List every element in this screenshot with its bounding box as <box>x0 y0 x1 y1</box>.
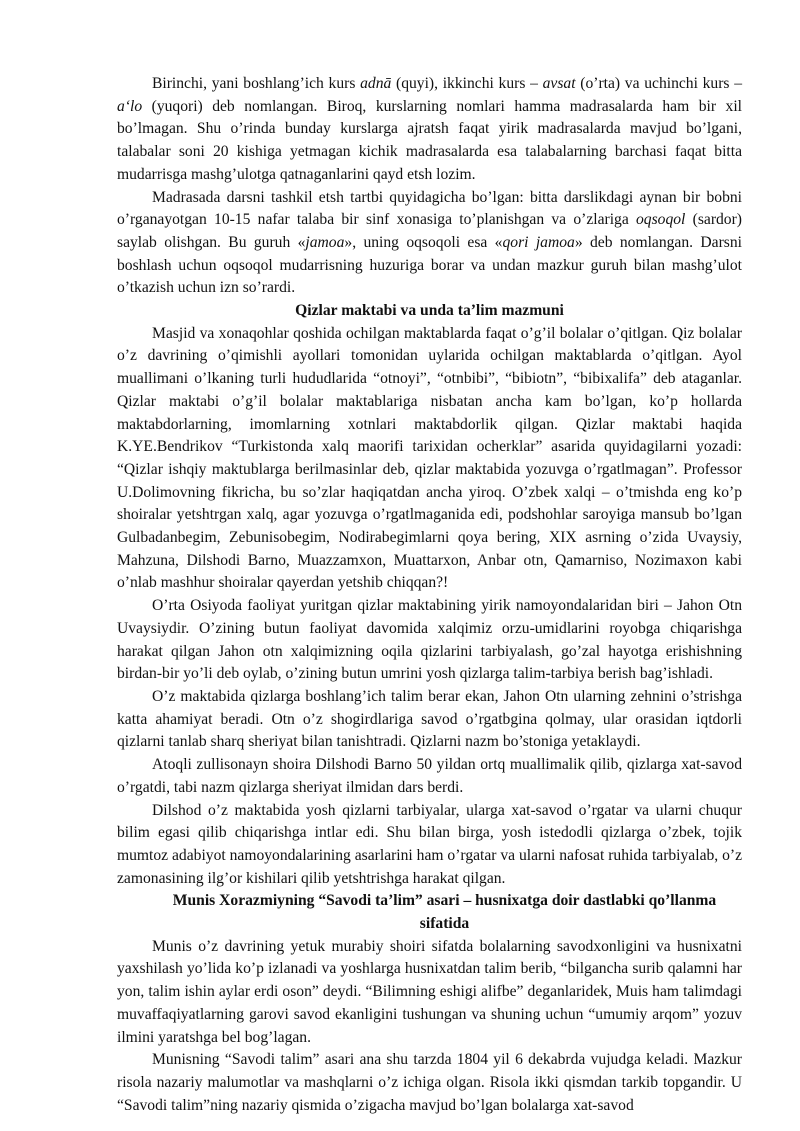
section-heading-munis <box>117 890 742 935</box>
heading-line: Munis Xorazmiyning “Savodi ta’lim” asari – husnixatga doir dastlabki qo’llanma <box>172 892 717 910</box>
term-avsat: avsat <box>542 75 576 92</box>
paragraph-savodi-talim: Munisning “Savodi talim” asari ana shu tarzda 1804 yil 6 dekabrda vujudga keladi. Mazkur risola nazariy malumotlar va mashqlarni o’z ichiga olgan. Risola ikki qismdan tarkib topgandir. U “Savodi talim”ning nazariy qismida o’zigacha mavjud bo’lgan bolalarga xat-savod <box>117 1051 742 1114</box>
paragraph-dilshod-maktabi: Dilshod o’z maktabida yosh qizlarni tarbiyalar, ularga xat-savod o’rgatar va ularni chuqur bilim egasi qilib chiqarishga intlar edi. Shu bilan birga, yosh istedodli qizlarga o’zbek, tojik mumtoz adabiyot namoyondalarining asarlarini ham o’rgatar va ularni nafosat ruhida tarbiyalab, o’z zamonasining ilg’or kishilari qilib yetshtrishga harakat qilgan. <box>117 801 742 887</box>
paragraph-dilshodi-barno: Atoqli zullisonayn shoira Dilshodi Barno 50 yildan ortq muallimalik qilib, qizlarga xat-savod o’rgatdi, tabi nazm qizlarga sheriyat ilmidan dars berdi. <box>117 756 742 796</box>
text-run: » deb nomlangan. Darsni boshlash uchun oqsoqol mudarrisning huzuriga borar va undan mazkur guruh bilan mashg’ulot o’tkazish uchun izn so’rardi. <box>117 233 742 297</box>
paragraph-qizlar-maktabi: Masjid va xonaqohlar qoshida ochilgan maktablarda faqat o’g’il bolalar o’qitlgan. Qiz bolalar o’z davrining o’qimishli ayollari tomonidan uylarida ochilgan maktablarda o’qitlgan. Ayol muallimani o’lkaning turli hududlarida “otnoyi”, “otnbibi”, “bibiotn”, “bibixalifa” deb ataganlar. Qizlar maktabi o’g’il bolalar maktablariga nisbatan ancha kam bo’lgan, ko’p hollarda maktabdorlarning, imomlarning xotnlari maktabdorlik qilgan. Qizlar maktabi haqida K.YE.Bendrikov “Turkistonda xalq maorifi tarixidan ocherklar” asarida quyidagilarni yozadi: “Qizlar ishqiy maktublarga berilmasinlar deb, qizlar maktabida yozuvga o’rgatlmagan”. Professor U.Dolimovning fikricha, bu so’zlar haqiqatdan ancha yiroq. O’zbek xalqi – o’tmishda eng ko’p shoiralar yetshtrgan xalq, agar yozuvga o’rgatlmaganida edi, podshohlar saroyiga mansub bo’lgan Gulbadanbegim, Zebunisobegim, Nodirabegimlarni qoya bering, XIX asrning o’zida Uvaysiy, Mahzuna, Dilshodi Barno, Muazzamxon, Muattarxon, Anbar otn, Qamarniso, Nozimaxon kabi o’nlab mashhur shoiralar qayerdan yetshib chiqqan?! <box>117 324 742 592</box>
paragraph-munis: Munis o’z davrining yetuk murabiy shoiri sifatda bolalarning savodxonligini va husnixatni yaxshilash yo’lida ko’p izlanadi va yoshlarga husnixatdan talim berib, “bilgancha surib qalamni har yon, talim ishin aylar erdi oson” deydi. “Bilimning eshigi alifbe” deganlaridek, Muis ham talimdagi muvaffaqiyatlarning garovi savod ekanligini tushungan va shuning uchun “umumiy arqom” yozuv ilmini yaratshga bel bog’lagan. <box>117 937 742 1046</box>
text-run: (o’rta) va uchinchi kurs – <box>575 75 742 92</box>
paragraph-kurslar <box>117 73 742 187</box>
term-alo: a‘lo <box>117 97 143 115</box>
paragraph-jahon-otin: O’rta Osiyoda faoliyat yuritgan qizlar maktabining yirik namoyondalaridan biri – Jahon Otn Uvaysiydir. O’zining butun faoliyat davomida xalqimiz orzu-umidlarini royobga chiqarishga harakat qilgan Jahon otn xalqimizning oqila qizlarini tarbiyalash, go’zal hayotga erishishning birdan-bir yo’li deb oylab, o’zining butun umrini yosh qizlarga talim-tarbiya berish bag’ishladi. <box>117 597 742 683</box>
term-adna: adnā <box>360 75 392 92</box>
text-run: (sardor) saylab olishgan. Bu guruh « <box>117 211 742 251</box>
paragraph-otin-maktabi: O’z maktabida qizlarga boshlang’ich talim berar ekan, Jahon Otn ularning zehnini o’strishga katta ahamiyat beradi. Otn o’z shogirdlariga savod o’rgatbgina qolmay, ular orasidan iqtdorli qizlarni tanlab sharq sheriyat bilan tanishtradi. Qizlarni nazm bo’stoniga yetaklaydi. <box>117 687 742 751</box>
term-oqsoqol: oqsoqol <box>636 211 686 229</box>
term-jamoa: jamoa <box>305 233 345 251</box>
text-run: (yuqori) deb nomlangan. Biroq, kurslarning nomlari hamma madrasalarda ham bir xil bo’lmagan. Shu o’rinda bunday kurslarga ajratsh faqat yirik madrasalarda mavjud bo’lgani, talabalar soni 20 kishiga yetmagan kichik madrasalarda esa talabalarning barchasi faqat bitta mudarrisga mashg’ulotga qatnaganlarini qayd etsh lozim. <box>117 97 742 183</box>
text-run: Birinchi, yani boshlang’ich kurs <box>152 75 361 92</box>
paragraph-dars-tartibi <box>117 187 742 301</box>
term-qori-jamoa: qori jamoa <box>502 233 575 251</box>
text-run: », uning oqsoqoli esa « <box>344 233 503 251</box>
heading-line: sifatida <box>419 915 470 933</box>
text-run: Madrasada darsni tashkil etsh tartbi quyidagicha bo’lgan: bitta darslikdagi aynan bir bobni o’rganayotgan 10-15 nafar talaba bir sinf xonasiga to’planishgan va o’zlariga <box>117 188 742 229</box>
section-heading-qizlar-maktabi: Qizlar maktabi va unda ta’lim mazmuni <box>295 302 564 320</box>
text-run: (quyi), ikkinchi kurs – <box>391 75 543 92</box>
